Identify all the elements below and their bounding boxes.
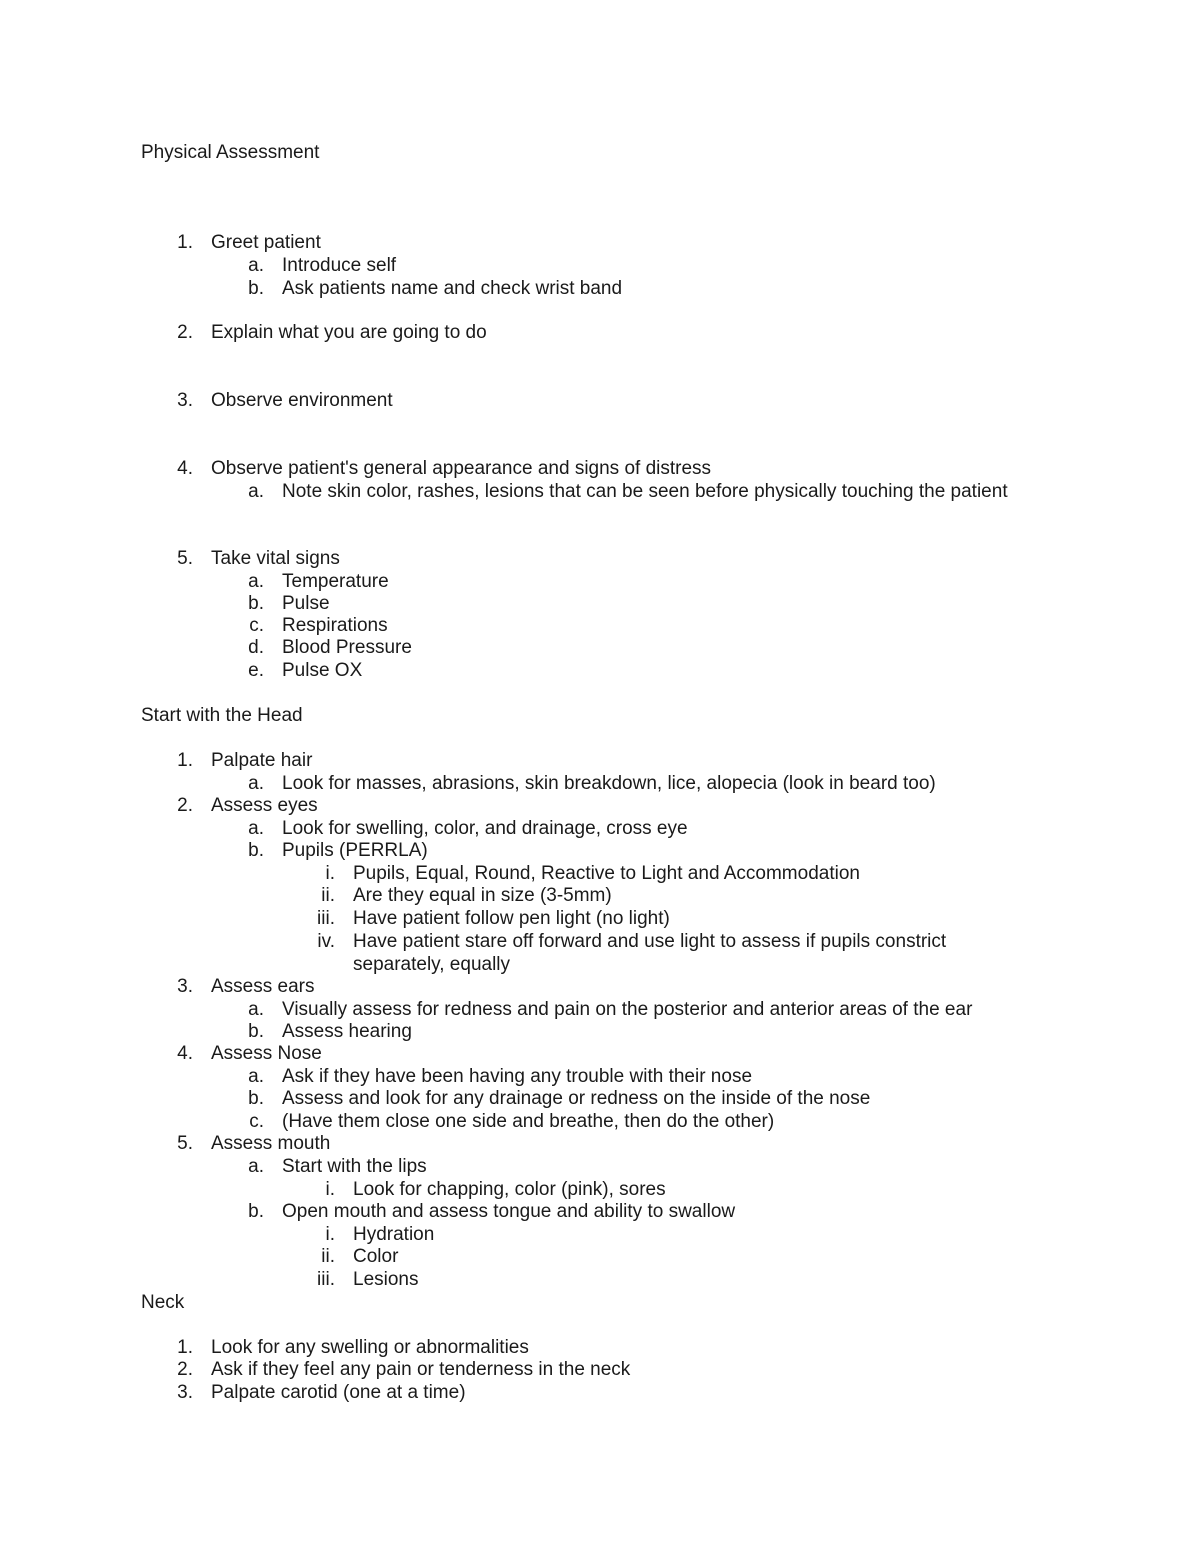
list-marker: 2. — [177, 322, 193, 343]
list-item-text: Pupils, Equal, Round, Reactive to Light and Accommodation — [353, 863, 860, 884]
list-item-text: Ask if they have been having any trouble with their nose — [282, 1066, 753, 1087]
list-marker: b. — [248, 593, 264, 614]
list-item-text: Lesions — [353, 1269, 419, 1290]
list-item-text: Color — [353, 1246, 399, 1267]
list-item-text: Palpate carotid (one at a time) — [211, 1382, 466, 1403]
list-marker: i. — [325, 1179, 335, 1200]
list-item-text: Ask if they feel any pain or tenderness in the neck — [211, 1359, 631, 1380]
list-marker: b. — [248, 278, 264, 299]
list-item-text: Look for masses, abrasions, skin breakdown, lice, alopecia (look in beard too) — [282, 773, 936, 794]
list-marker: a. — [248, 481, 264, 502]
list-marker: 1. — [177, 750, 193, 771]
list-marker: iii. — [317, 1269, 335, 1290]
list-marker: 2. — [177, 795, 193, 816]
list-marker: iii. — [317, 908, 335, 929]
list-item-text: Look for swelling, color, and drainage, cross eye — [282, 818, 688, 839]
list-marker: a. — [248, 773, 264, 794]
list-marker: 4. — [177, 458, 193, 479]
list-item-text: Assess ears — [211, 976, 315, 997]
list-item-text: Observe environment — [211, 390, 393, 411]
list-item-text: Blood Pressure — [282, 637, 412, 658]
list-marker: a. — [248, 255, 264, 276]
list-marker: i. — [325, 1224, 335, 1245]
section-heading: Neck — [141, 1292, 185, 1313]
list-marker: b. — [248, 1201, 264, 1222]
list-item-text: Are they equal in size (3-5mm) — [353, 885, 612, 906]
list-marker: a. — [248, 1156, 264, 1177]
list-item-text: Pulse — [282, 593, 330, 614]
list-item-text: Observe patient's general appearance and signs of distress — [211, 458, 712, 479]
list-item-text: (Have them close one side and breathe, then do the other) — [282, 1111, 775, 1132]
list-marker: a. — [248, 1066, 264, 1087]
list-marker: 2. — [177, 1359, 193, 1380]
list-item-text: Explain what you are going to do — [211, 322, 487, 343]
list-item-text: Temperature — [282, 571, 389, 592]
list-marker: b. — [248, 1021, 264, 1042]
list-item-text: Introduce self — [282, 255, 397, 276]
list-item-text: Assess eyes — [211, 795, 318, 816]
list-marker: a. — [248, 999, 264, 1020]
list-item-text: Have patient follow pen light (no light) — [353, 908, 670, 929]
list-marker: 3. — [177, 976, 193, 997]
list-marker: 5. — [177, 548, 193, 569]
list-marker: a. — [248, 818, 264, 839]
list-marker: e. — [248, 660, 264, 681]
list-marker: a. — [248, 571, 264, 592]
list-item-text: Assess mouth — [211, 1133, 331, 1154]
list-item-text: Pulse OX — [282, 660, 363, 681]
list-marker: 1. — [177, 1337, 193, 1358]
section-heading: Physical Assessment — [141, 142, 320, 163]
list-marker: d. — [248, 637, 264, 658]
list-marker: ii. — [321, 885, 335, 906]
list-item-text: Hydration — [353, 1224, 435, 1245]
list-item-text: Assess Nose — [211, 1043, 322, 1064]
list-item-text: Open mouth and assess tongue and ability to swallow — [282, 1201, 736, 1222]
list-marker: b. — [248, 840, 264, 861]
list-marker: c. — [249, 1111, 264, 1132]
list-item-text: Ask patients name and check wrist band — [282, 278, 623, 299]
list-item-text: Look for chapping, color (pink), sores — [353, 1179, 666, 1200]
list-marker: i. — [325, 863, 335, 884]
list-item-text: Palpate hair — [211, 750, 313, 771]
list-item-text: Have patient stare off forward and use light to assess if pupils constrict — [353, 931, 947, 952]
list-marker: 3. — [177, 1382, 193, 1403]
list-item-text: Start with the lips — [282, 1156, 427, 1177]
list-marker: c. — [249, 615, 264, 636]
list-item-continuation-text: separately, equally — [353, 954, 511, 975]
list-item-text: Assess hearing — [282, 1021, 412, 1042]
list-item-text: Respirations — [282, 615, 388, 636]
list-item-text: Look for any swelling or abnormalities — [211, 1337, 529, 1358]
list-marker: 4. — [177, 1043, 193, 1064]
list-marker: 1. — [177, 232, 193, 253]
list-item-text: Greet patient — [211, 232, 321, 253]
list-marker: 3. — [177, 390, 193, 411]
list-marker: b. — [248, 1088, 264, 1109]
list-marker: 5. — [177, 1133, 193, 1154]
list-marker: iv. — [317, 931, 335, 952]
list-item-text: Note skin color, rashes, lesions that can be seen before physically touching the patient — [282, 481, 1008, 502]
list-item-text: Take vital signs — [211, 548, 340, 569]
list-marker: ii. — [321, 1246, 335, 1267]
list-item-text: Visually assess for redness and pain on the posterior and anterior areas of the ear — [282, 999, 973, 1020]
section-heading: Start with the Head — [141, 705, 303, 726]
list-item-text: Pupils (PERRLA) — [282, 840, 428, 861]
list-item-text: Assess and look for any drainage or redness on the inside of the nose — [282, 1088, 871, 1109]
